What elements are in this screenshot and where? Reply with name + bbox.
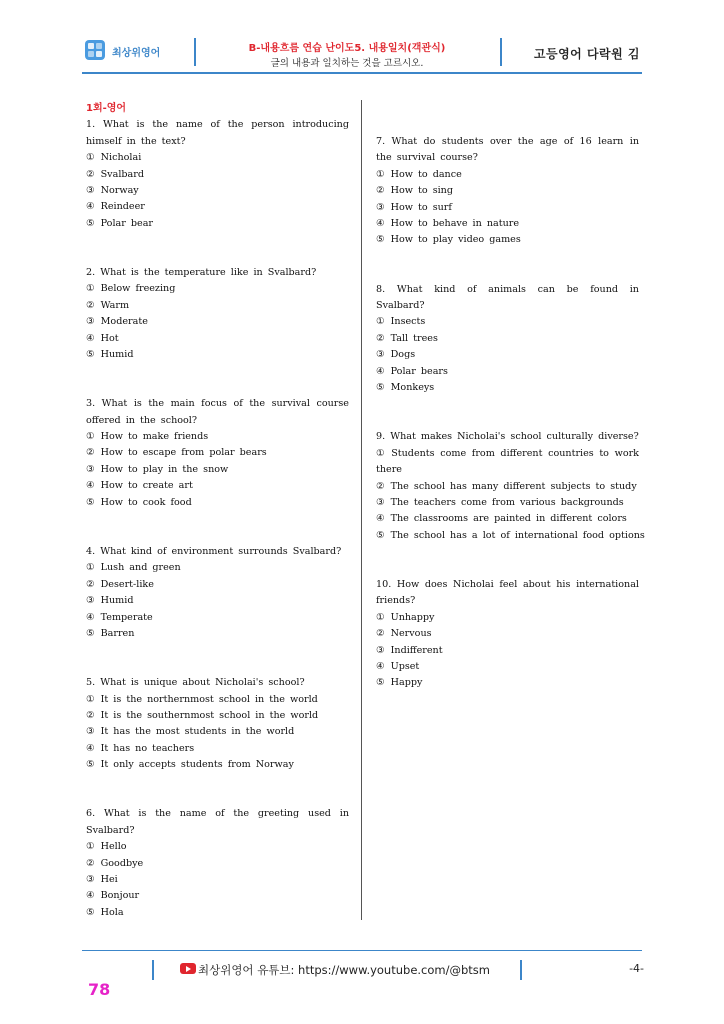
question-block <box>86 396 349 511</box>
option-text: It only accepts students from Norway <box>100 759 294 771</box>
answer-option <box>376 314 639 330</box>
option-text: Hei <box>100 874 118 885</box>
option-number: ④ <box>86 611 95 623</box>
answer-option <box>86 216 349 232</box>
option-text: Happy <box>390 677 423 689</box>
answer-option <box>86 692 349 708</box>
answer-option <box>86 199 349 215</box>
answer-option <box>376 495 639 511</box>
question-block <box>86 117 349 232</box>
left-column <box>86 101 349 954</box>
option-text: How to behave in nature <box>390 218 520 230</box>
option-text: It has no teachers <box>100 742 195 754</box>
question-text: 1. What is the name of the person introducing himself in the text? <box>86 119 349 147</box>
option-number: ④ <box>86 332 95 344</box>
option-text: Goodbye <box>100 857 144 869</box>
option-text: Upset <box>390 660 420 672</box>
answer-option <box>86 839 349 855</box>
option-text: Unhappy <box>390 611 435 623</box>
option-number: ⑤ <box>376 529 385 541</box>
option-number: ① <box>86 283 95 295</box>
question-text: 8. What kind of animals can be found in Svalbard? <box>376 283 639 312</box>
option-number: ③ <box>376 201 385 213</box>
column-divider <box>361 100 362 920</box>
option-number: ① <box>86 562 95 574</box>
answer-option <box>86 610 349 626</box>
answer-option <box>376 643 639 659</box>
option-number: ③ <box>86 185 95 197</box>
option-text: Norway <box>100 185 139 197</box>
worksheet-title: B-내용흐름 연습 난이도5. 내용일치(객관식) <box>248 43 446 54</box>
option-text: The school has many different subjects to study <box>390 480 637 492</box>
option-text: Below freezing <box>100 283 176 295</box>
option-number: ② <box>86 857 95 869</box>
answer-option <box>86 150 349 166</box>
answer-option <box>376 347 639 363</box>
answer-option <box>376 232 639 248</box>
option-text: Tall trees <box>390 332 438 344</box>
answer-option <box>376 659 639 675</box>
option-number: ⑤ <box>86 759 95 771</box>
worksheet-instruction: 글의 내용과 일치하는 것을 고르시오. <box>270 58 424 69</box>
option-text: How to play in the snow <box>100 463 229 475</box>
option-number: ③ <box>86 874 95 885</box>
option-number: ① <box>86 693 95 705</box>
option-number: ④ <box>376 660 385 672</box>
option-text: It is the southernmost school in the world <box>100 709 319 721</box>
answer-option <box>86 888 349 904</box>
answer-option <box>376 511 639 527</box>
option-number: ④ <box>376 365 385 377</box>
answer-option <box>86 757 349 773</box>
option-text: How to dance <box>390 168 462 180</box>
option-text: Polar bears <box>390 365 448 377</box>
option-text: It is the northernmost school in the world <box>100 693 318 705</box>
question-block <box>86 544 349 642</box>
option-text: Svalbard <box>100 168 144 180</box>
option-text: Lush and green <box>100 562 181 574</box>
answer-option <box>86 741 349 757</box>
answer-option <box>376 380 639 396</box>
option-text: The school has a lot of international food options <box>390 529 645 541</box>
answer-option <box>86 577 349 593</box>
answer-option <box>376 331 639 347</box>
option-number: ⑤ <box>376 234 385 246</box>
option-text: Temperate <box>100 611 153 623</box>
option-text: Warm <box>100 299 130 311</box>
answer-option <box>86 183 349 199</box>
option-number: ① <box>86 152 95 164</box>
option-text: Nervous <box>390 628 432 640</box>
option-number: ④ <box>86 742 95 754</box>
option-text: Hola <box>100 906 124 918</box>
question-text: 3. What is the main focus of the survival course offered in the school? <box>86 398 349 426</box>
footer-divider-right <box>520 960 522 980</box>
option-text: Hello <box>100 841 127 853</box>
header-divider-left <box>194 38 196 66</box>
answer-option <box>376 446 639 479</box>
question-text: 6. What is the name of the greeting used in Svalbard? <box>86 808 349 836</box>
option-text: Desert-like <box>100 578 154 590</box>
page-header <box>82 32 642 72</box>
option-number: ③ <box>376 496 385 508</box>
question-text: 5. What is unique about Nicholai's school? <box>86 677 305 689</box>
option-text: How to cook food <box>100 496 192 508</box>
option-number: ③ <box>86 463 95 475</box>
answer-option <box>86 167 349 183</box>
answer-option <box>86 905 349 921</box>
option-text: Humid <box>100 349 134 361</box>
option-number: ① <box>376 168 385 180</box>
answer-option <box>376 167 639 183</box>
answer-option <box>86 593 349 609</box>
answer-option <box>376 183 639 199</box>
page-tag: 78 <box>88 980 111 999</box>
page-number: -4- <box>629 962 644 975</box>
option-text: How to escape from polar bears <box>100 447 267 459</box>
answer-option <box>376 364 639 380</box>
option-number: ② <box>376 628 385 640</box>
answer-option <box>86 708 349 724</box>
option-text: Barren <box>100 627 135 639</box>
option-text: How to make friends <box>100 431 209 443</box>
answer-option <box>86 298 349 314</box>
option-text: Polar bear <box>100 217 153 229</box>
answer-option <box>86 314 349 330</box>
question-text: 7. What do students over the age of 16 learn in the survival course? <box>376 136 639 164</box>
option-text: How to create art <box>100 480 193 492</box>
question-block <box>86 806 349 921</box>
option-number: ② <box>376 332 385 344</box>
option-text: Nicholai <box>100 152 142 164</box>
option-text: How to surf <box>390 201 452 213</box>
option-number: ③ <box>376 644 385 656</box>
answer-option <box>86 331 349 347</box>
footer-divider-left <box>152 960 154 980</box>
option-number: ③ <box>86 316 95 328</box>
course-label: 고등영어 다락원 김 <box>533 47 640 61</box>
option-text: Monkeys <box>390 382 435 394</box>
youtube-link-text: 최상위영어 유튜브: https://www.youtube.com/@btsm <box>198 963 490 977</box>
question-block <box>376 577 639 692</box>
section-label: 1회-영어 <box>86 103 127 114</box>
question-block <box>86 675 349 773</box>
logo-text: 최상위영어 <box>112 48 161 59</box>
answer-option <box>86 560 349 576</box>
question-text: 10. How does Nicholai feel about his international friends? <box>376 578 639 607</box>
answer-option <box>86 478 349 494</box>
header-rule <box>82 72 642 74</box>
option-number: ⑤ <box>86 217 95 229</box>
option-number: ② <box>86 299 95 311</box>
answer-option <box>376 479 639 495</box>
option-number: ② <box>86 447 95 459</box>
answer-option <box>376 200 639 216</box>
option-text: Students come from different countries to work there <box>376 447 639 476</box>
option-number: ① <box>376 316 385 328</box>
answer-option <box>86 856 349 872</box>
right-column <box>376 134 645 725</box>
question-block <box>376 282 639 397</box>
option-text: Humid <box>100 595 134 607</box>
answer-option <box>86 626 349 642</box>
option-number: ⑤ <box>86 496 95 508</box>
answer-option <box>86 872 349 888</box>
option-number: ① <box>376 611 385 623</box>
option-number: ① <box>376 447 386 459</box>
answer-option <box>376 216 639 232</box>
option-text: Moderate <box>100 316 148 328</box>
option-number: ③ <box>376 349 385 361</box>
youtube-icon <box>180 963 196 974</box>
option-number: ⑤ <box>86 627 95 639</box>
option-text: How to play video games <box>390 234 521 246</box>
answer-option <box>376 610 639 626</box>
option-number: ④ <box>86 480 95 492</box>
answer-option <box>376 675 639 691</box>
option-number: ② <box>86 709 95 721</box>
option-number: ② <box>86 168 95 180</box>
option-text: Hot <box>100 332 119 344</box>
option-number: ④ <box>376 513 385 525</box>
answer-option <box>86 281 349 297</box>
option-text: How to sing <box>390 185 454 197</box>
footer-rule <box>82 950 642 951</box>
option-text: Reindeer <box>100 201 145 213</box>
answer-option <box>86 495 349 511</box>
option-number: ⑤ <box>86 906 95 918</box>
question-text: 4. What kind of environment surrounds Svalbard? <box>86 545 342 557</box>
answer-option <box>376 528 645 544</box>
question-text: 2. What is the temperature like in Svalbard? <box>86 267 317 279</box>
question-block <box>376 429 645 544</box>
option-number: ⑤ <box>86 349 95 361</box>
answer-option <box>86 429 349 445</box>
option-number: ② <box>376 185 385 197</box>
option-text: The classrooms are painted in different colors <box>390 513 627 525</box>
option-number: ① <box>86 431 95 443</box>
option-number: ④ <box>86 201 95 213</box>
option-text: Indifferent <box>390 644 443 656</box>
option-number: ② <box>376 480 385 492</box>
option-number: ② <box>86 578 95 590</box>
option-number: ① <box>86 841 95 853</box>
answer-option <box>86 445 349 461</box>
book-logo-icon <box>84 39 106 61</box>
answer-option <box>86 347 349 363</box>
question-block <box>376 134 639 249</box>
option-text: Insects <box>390 316 426 328</box>
option-text: Dogs <box>390 349 416 361</box>
header-divider-right <box>500 38 502 66</box>
option-number: ③ <box>86 726 95 738</box>
option-number: ③ <box>86 595 95 607</box>
question-text: 9. What makes Nicholai's school culturally diverse? <box>376 431 639 443</box>
option-number: ⑤ <box>376 382 385 394</box>
option-text: The teachers come from various backgrounds <box>390 496 624 508</box>
answer-option <box>86 724 349 740</box>
option-number: ④ <box>376 218 385 230</box>
option-number: ⑤ <box>376 677 385 689</box>
question-block <box>86 265 349 363</box>
option-text: Bonjour <box>100 890 140 902</box>
option-number: ④ <box>86 890 95 902</box>
answer-option <box>376 626 639 642</box>
option-text: It has the most students in the world <box>100 726 295 738</box>
answer-option <box>86 462 349 478</box>
